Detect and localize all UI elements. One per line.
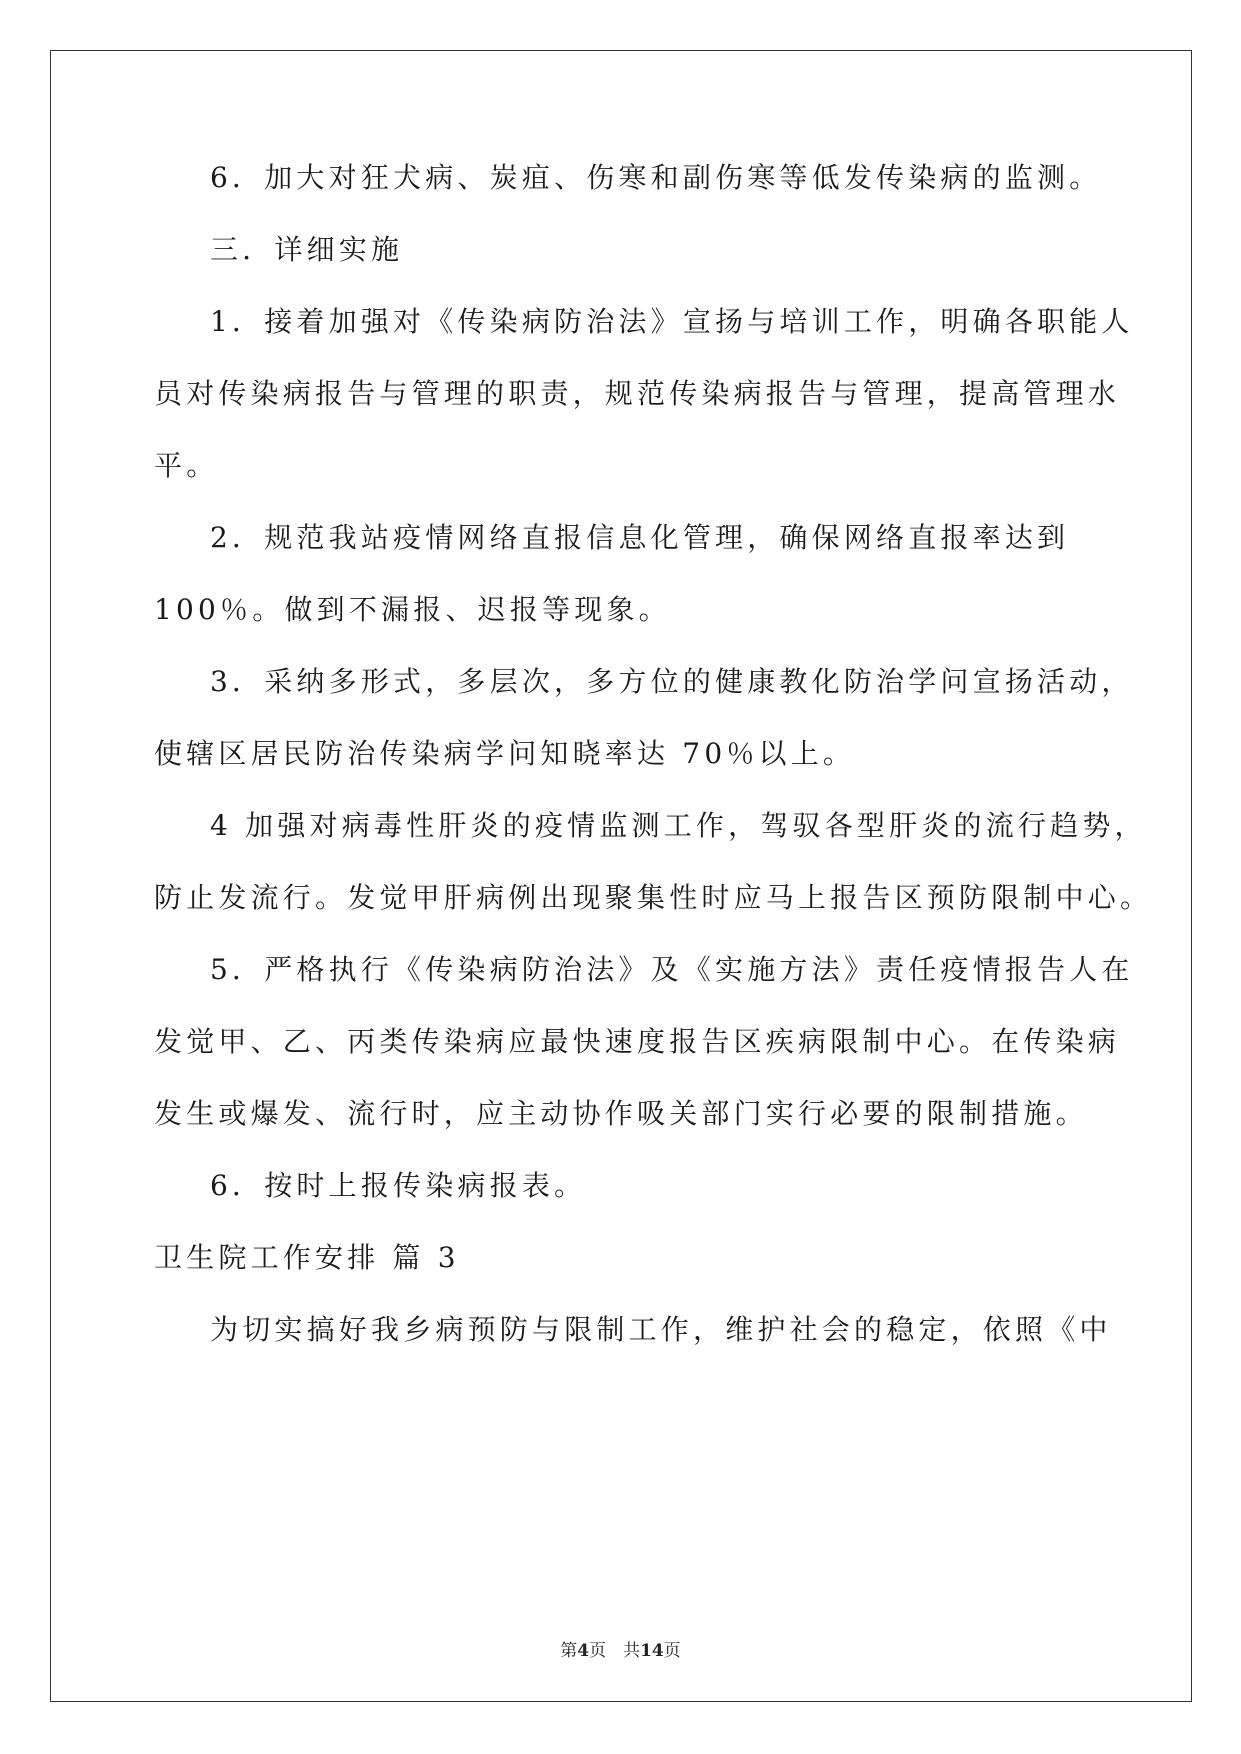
page-footer [0, 1636, 1241, 1661]
page-current-number: 4 [577, 1641, 590, 1661]
section-title: 卫生院工作安排 篇 3 [154, 1241, 460, 1274]
paragraph-line: 使辖区居民防治传染病学问知晓率达 70％以上。 [154, 737, 856, 770]
paragraph-line: 1．接着加强对《传染病防治法》宣扬与培训工作，明确各职能人 [210, 305, 1134, 338]
paragraph-line: 100％。做到不漏报、迟报等现象。 [154, 593, 671, 626]
paragraph-line: 防止发流行。发觉甲肝病例出现聚集性时应马上报告区预防限制中心。 [154, 881, 1153, 914]
paragraph-line: 2．规范我站疫情网络直报信息化管理，确保网络直报率达到 [210, 521, 1070, 554]
paragraph-line: 6．按时上报传染病报表。 [210, 1169, 587, 1202]
page-prefix: 第 [560, 1641, 578, 1661]
paragraph-line: 6．加大对狂犬病、炭疽、伤寒和副伤寒等低发传染病的监测。 [210, 161, 1102, 194]
page-border [50, 50, 1192, 1702]
paragraph-line: 员对传染病报告与管理的职责，规范传染病报告与管理，提高管理水 [154, 377, 1121, 410]
paragraph-line: 5．严格执行《传染病防治法》及《实施方法》责任疫情报告人在 [210, 953, 1134, 986]
paragraph-line: 发觉甲、乙、丙类传染病应最快速度报告区疾病限制中心。在传染病 [154, 1025, 1121, 1058]
section-heading: 三．详细实施 [210, 233, 404, 266]
page-total-number: 14 [640, 1641, 664, 1661]
page-separator: 页 共 [589, 1641, 641, 1661]
paragraph-line: 3．采纳多形式，多层次，多方位的健康教化防治学问宣扬活动， [210, 665, 1134, 698]
paragraph-line: 4 加强对病毒性肝炎的疫情监测工作，驾驭各型肝炎的流行趋势， [210, 809, 1147, 842]
paragraph-line: 发生或爆发、流行时，应主动协作吸关部门实行必要的限制措施。 [154, 1097, 1088, 1130]
paragraph-line: 为切实搞好我乡病预防与限制工作，维护社会的稳定，依照《中 [210, 1313, 1112, 1346]
page-suffix: 页 [663, 1641, 681, 1661]
paragraph-line: 平。 [154, 449, 219, 482]
